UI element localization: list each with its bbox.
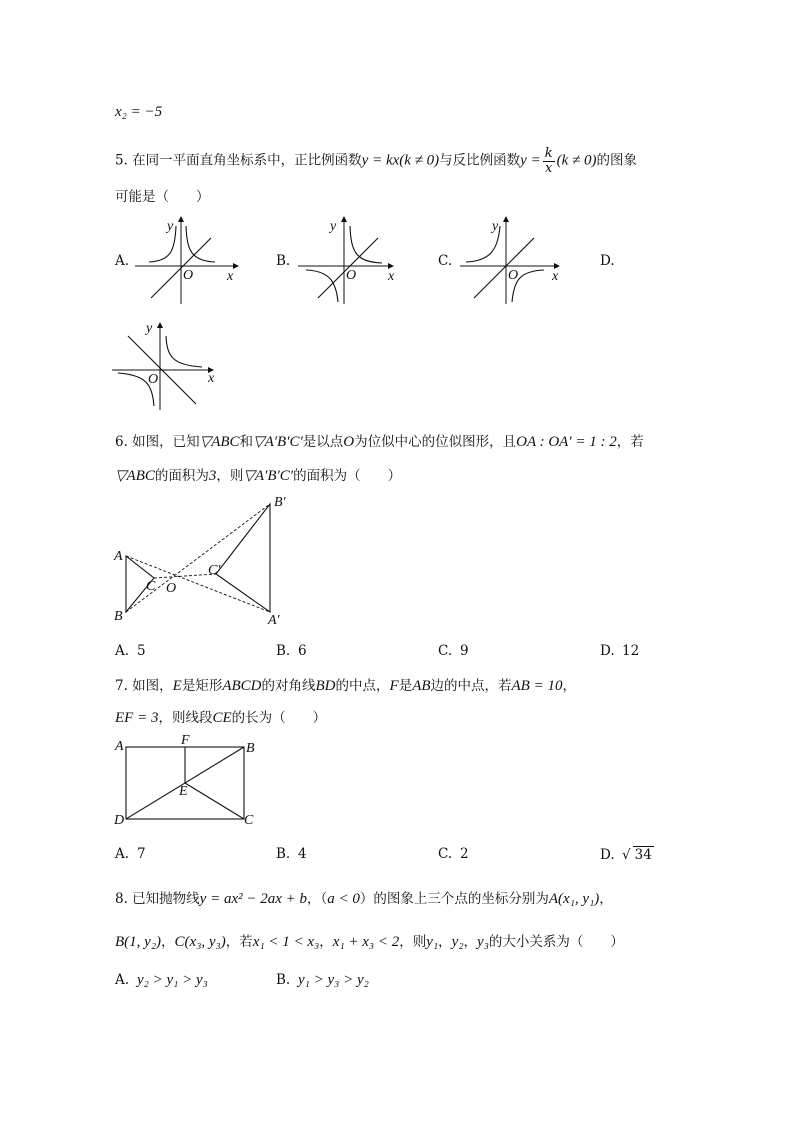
svg-text:y: y: [492, 219, 499, 234]
q7-choice-a[interactable]: A. 7: [115, 846, 146, 862]
q5-graph-a: [135, 216, 245, 306]
hyperbola-branch-first: [166, 336, 202, 367]
svg-text:B: B: [246, 741, 255, 756]
q5-graph-d: [112, 322, 224, 412]
svg-text:x: x: [227, 269, 234, 284]
y-axis-arrow: [341, 216, 347, 222]
q5-option-a-label[interactable]: A.: [115, 253, 130, 269]
q7-figure: [112, 732, 262, 828]
svg-text:B′: B′: [274, 495, 286, 510]
svg-text:F: F: [181, 733, 190, 748]
top-formula: x₂ = −5: [115, 104, 163, 120]
svg-text:E: E: [179, 784, 188, 799]
q5-stem-line2: 可能是（ ）: [115, 189, 210, 205]
q5-option-b-label[interactable]: B.: [276, 253, 291, 269]
svg-text:O: O: [508, 268, 519, 283]
hyperbola-branch-first: [350, 226, 382, 263]
svg-text:O: O: [166, 581, 177, 596]
linear-function-line: [474, 238, 534, 298]
svg-text:C′: C′: [208, 563, 221, 578]
dashed-line-c-c2: [154, 574, 216, 578]
svg-text:D: D: [114, 813, 125, 828]
q5-stem-line1: 5. 在同一平面直角坐标系中，正比例函数y = kx(k ≠ 0)与反比例函数y = $\frac{k}{x}$ (k ≠ 0)的图象: [115, 146, 637, 176]
q6-choice-a[interactable]: A. 5: [115, 643, 146, 659]
q7-stem-line2: EF = 3，则线段CE的长为（ ）: [115, 710, 327, 726]
svg-text:y: y: [330, 219, 337, 234]
q6-stem-line2: ▽ABC的面积为3，则▽A′B′C′的面积为（ ）: [115, 468, 402, 484]
svg-text:x: x: [208, 371, 215, 386]
svg-text:B: B: [114, 609, 123, 624]
svg-text:C: C: [146, 579, 156, 594]
q5-graph-c: [460, 216, 570, 306]
q7-choice-d[interactable]: D. √ 34: [600, 847, 652, 863]
dashed-line-b-b2: [126, 504, 270, 612]
hyperbola-branch-third: [306, 270, 338, 302]
q5-option-c-label[interactable]: C.: [438, 253, 453, 269]
svg-text:A′: A′: [268, 613, 280, 628]
svg-text:O: O: [148, 372, 159, 387]
svg-text:x: x: [388, 269, 395, 284]
q5-fraction: $\frac{k}{x}$: [544, 146, 553, 176]
q5-option-d-label[interactable]: D.: [600, 253, 615, 269]
svg-text:y: y: [167, 219, 174, 234]
y-axis-arrow: [157, 322, 163, 328]
q8-stem-line2: B(1, y₂)，C(x₃, y₃)，若x₁ < 1 < x₃，x₁ + x₃ < 2，则y₁，y₂，y₃的大小关系为（ ）: [115, 934, 624, 950]
q7-choice-b[interactable]: B. 4: [276, 846, 307, 862]
triangle-a2b2c2: [216, 504, 270, 612]
q7-stem-line1: 7. 如图，E是矩形ABCD的对角线BD的中点，F是AB边的中点，若AB = 10，: [115, 678, 576, 694]
q8-stem-line1: 8. 已知抛物线y = ax² − 2ax + b，（a < 0）的图象上三个点的坐标分别为A(x₁, y₁)，: [115, 891, 613, 907]
y-axis-arrow: [178, 216, 184, 222]
q8-choice-a[interactable]: A. y₂ > y₁ > y₃: [115, 972, 208, 988]
q6-choice-c[interactable]: C. 9: [438, 643, 469, 659]
q6-figure: [110, 494, 300, 628]
segment-ce: [185, 783, 244, 819]
q7-choice-c[interactable]: C. 2: [438, 846, 469, 862]
q5-formula-linear: y = kx(k ≠ 0): [361, 152, 440, 169]
q5-graph-b: [298, 216, 408, 306]
svg-text:O: O: [183, 268, 194, 283]
sqrt-icon: √: [622, 847, 631, 863]
svg-text:A: A: [114, 549, 123, 564]
svg-text:O: O: [346, 268, 357, 283]
q6-choice-d[interactable]: D. 12: [600, 643, 640, 659]
svg-text:A: A: [115, 739, 124, 754]
x-axis-arrow: [233, 263, 239, 269]
q6-choice-b[interactable]: B. 6: [276, 643, 307, 659]
q8-choice-b[interactable]: B. y₁ > y₃ > y₂: [276, 972, 369, 988]
y-axis-arrow: [503, 216, 509, 222]
hyperbola-branch-right: [186, 226, 215, 262]
svg-text:x: x: [552, 269, 559, 284]
svg-text:C: C: [244, 813, 254, 828]
svg-text:y: y: [146, 321, 153, 336]
q6-stem-line1: 6. 如图，已知▽ABC和▽A′B′C′是以点O为位似中心的位似图形，且OA : OA′ = 1 : 2，若: [115, 434, 644, 450]
